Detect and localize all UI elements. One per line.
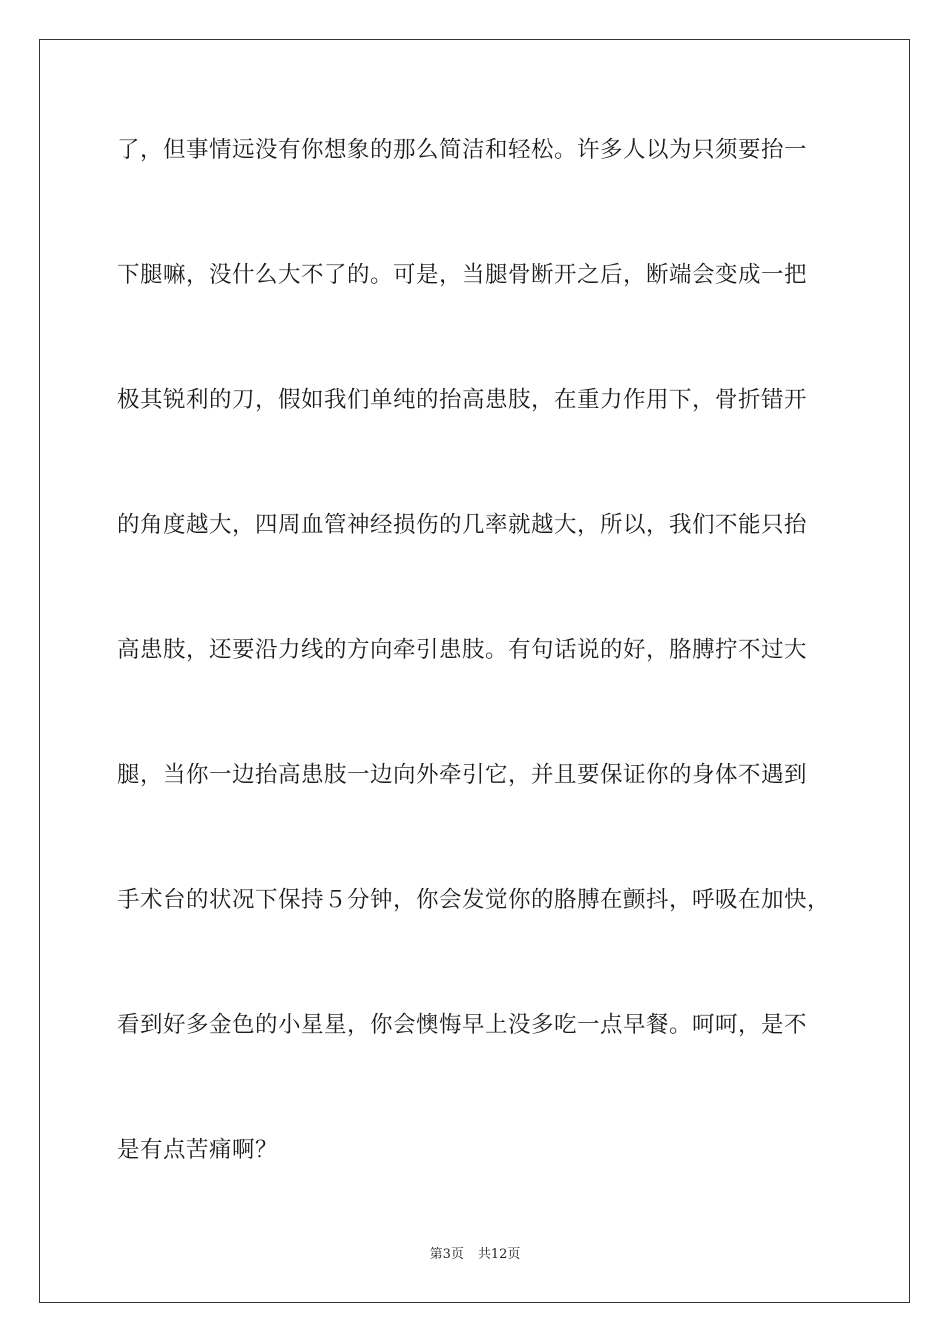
text-line: 了，但事情远没有你想象的那么简洁和轻松。许多人以为只须要抬一 [117,137,808,163]
text-line: 是有点苦痛啊？ [117,1137,279,1163]
text-line: 高患肢，还要沿力线的方向牵引患肢。有句话说的好，胳膊拧不过大 [117,637,808,663]
text-line: 手术台的状况下保持５分钟，你会发觉你的胳膊在颤抖，呼吸在加快， [117,887,831,913]
page-number: 第3页 [429,1247,464,1262]
page-total: 共12页 [477,1247,521,1262]
text-line: 看到好多金色的小星星，你会懊悔早上没多吃一点早餐。呵呵，是不 [117,1012,808,1038]
text-line: 下腿嘛，没什么大不了的。可是，当腿骨断开之后，断端会变成一把 [117,262,808,288]
text-line: 腿，当你一边抬高患肢一边向外牵引它，并且要保证你的身体不遇到 [117,762,808,788]
page-footer [0,1246,950,1264]
text-line: 的角度越大，四周血管神经损伤的几率就越大，所以，我们不能只抬 [117,512,808,538]
text-line: 极其锐利的刀，假如我们单纯的抬高患肢，在重力作用下，骨折错开 [117,387,808,413]
page-border [39,39,910,1303]
